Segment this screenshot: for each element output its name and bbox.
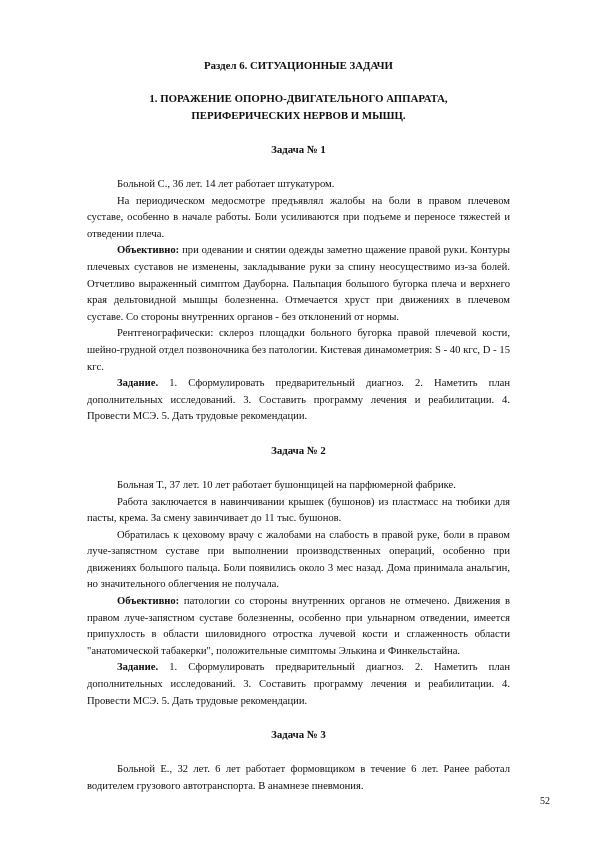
- page-number: 52: [540, 796, 550, 807]
- task-1-assignment-text: 1. Сформулировать предварительный диагноз. 2. Наметить план дополнительных исследований. 3. Составить программу лечения и реабилитации. 4. Провести МСЭ. 5. Дать трудовые рекомендации.: [87, 378, 510, 423]
- task-1-paragraph-5: [87, 376, 510, 426]
- task-1-assignment-label: Задание.: [117, 378, 159, 390]
- task-2-title: Задача № 2: [271, 444, 326, 457]
- task-1-objective-text: при одевании и снятии одежды заметно щажение правой руки. Контуры плечевых суставов не изменены, закладывание руки за спину неосуществимо из-за болей. Отчетливо выраженный симптом Дауборна. Пальпация большого бугорка плеча и верхнего края дельтовидной мышцы болезненна. Отмечается хруст при движениях в плечевом суставе. Со стороны внутренних органов - без отклонений от нормы.: [87, 245, 510, 323]
- section-title: Раздел 6. СИТУАЦИОННЫЕ ЗАДАЧИ: [204, 60, 393, 72]
- task-2-assignment-label: Задание.: [117, 662, 159, 674]
- topic-title: [87, 91, 510, 125]
- task-2-objective-text: патологии со стороны внутренних органов не отмечено. Движения в правом луче-запястном суставе болезненны, особенно при ульнарном отведении, имеется припухлость в области шиловидного отростка лучевой кости и сглаженность области "анатомической табакерки", положительные симптомы Элькина и Финкельстайна.: [87, 596, 510, 657]
- task-2-paragraph-2: Работа заключается в навинчивании крышек (бушонов) из пластмасс на тюбики для пасты, крема. За смену завинчивает до 11 тыс. бушонов.: [87, 496, 510, 525]
- task-2-paragraph-5: [87, 660, 510, 710]
- topic-title-line2: ПЕРИФЕРИЧЕСКИХ НЕРВОВ И МЫШЦ.: [191, 110, 406, 122]
- task-1-paragraph-4: Рентгенографически: склероз площадки больного бугорка правой плечевой кости, шейно-грудной отдел позвоночника без патологии. Кистевая динамометрия: S - 40 кгс, D - 15 кгс.: [87, 328, 510, 373]
- task-2-assignment-text: 1. Сформулировать предварительный диагноз. 2. Наметить план дополнительных исследований. 3. Составить программу лечения и реабилитации. 4. Провести МСЭ. 5. Дать трудовые рекомендации.: [87, 662, 510, 707]
- task-2-objective-label: Объективно:: [117, 596, 180, 608]
- topic-title-line1: 1. ПОРАЖЕНИЕ ОПОРНО-ДВИГАТЕЛЬНОГО АППАРАТА,: [149, 93, 448, 105]
- task-1-paragraph-1: Больной С., 36 лет. 14 лет работает штукатуром.: [117, 179, 335, 190]
- task-1-objective-label: Объективно:: [117, 245, 180, 257]
- task-2-paragraph-3: Обратилась к цеховому врачу с жалобами на слабость в правой руке, боли в правом луче-запястном суставе при выполнении производственных операций, особенно при движениях большого пальца. Боли появились около 3 мес назад. Дома принимала анальгин, но значительного облегчения не получала.: [87, 529, 510, 591]
- spacer: [87, 426, 510, 443]
- task-3-paragraph-1: Больной Е., 32 лет. 6 лет работает формовщиком в течение 6 лет. Ранее работал водителем грузового автотранспорта. В анамнезе пневмония.: [87, 764, 510, 792]
- spacer: [87, 710, 510, 727]
- task-2-paragraph-1: Больная Т., 37 лет. 10 лет работает бушонщицей на парфюмерной фабрике.: [117, 479, 456, 491]
- task-1-paragraph-3: [87, 243, 510, 326]
- page-content: [87, 58, 510, 795]
- task-1-paragraph-2: На периодическом медосмотре предъявлял жалобы на боли в правом плечевом суставе, особенно в начале работы. Боли усиливаются при подъеме и переносе тяжестей и отведении плеча.: [87, 195, 510, 240]
- task-1-title: Задача № 1: [271, 144, 326, 156]
- task-3-title: Задача № 3: [271, 729, 326, 742]
- task-2-paragraph-4: [87, 594, 510, 660]
